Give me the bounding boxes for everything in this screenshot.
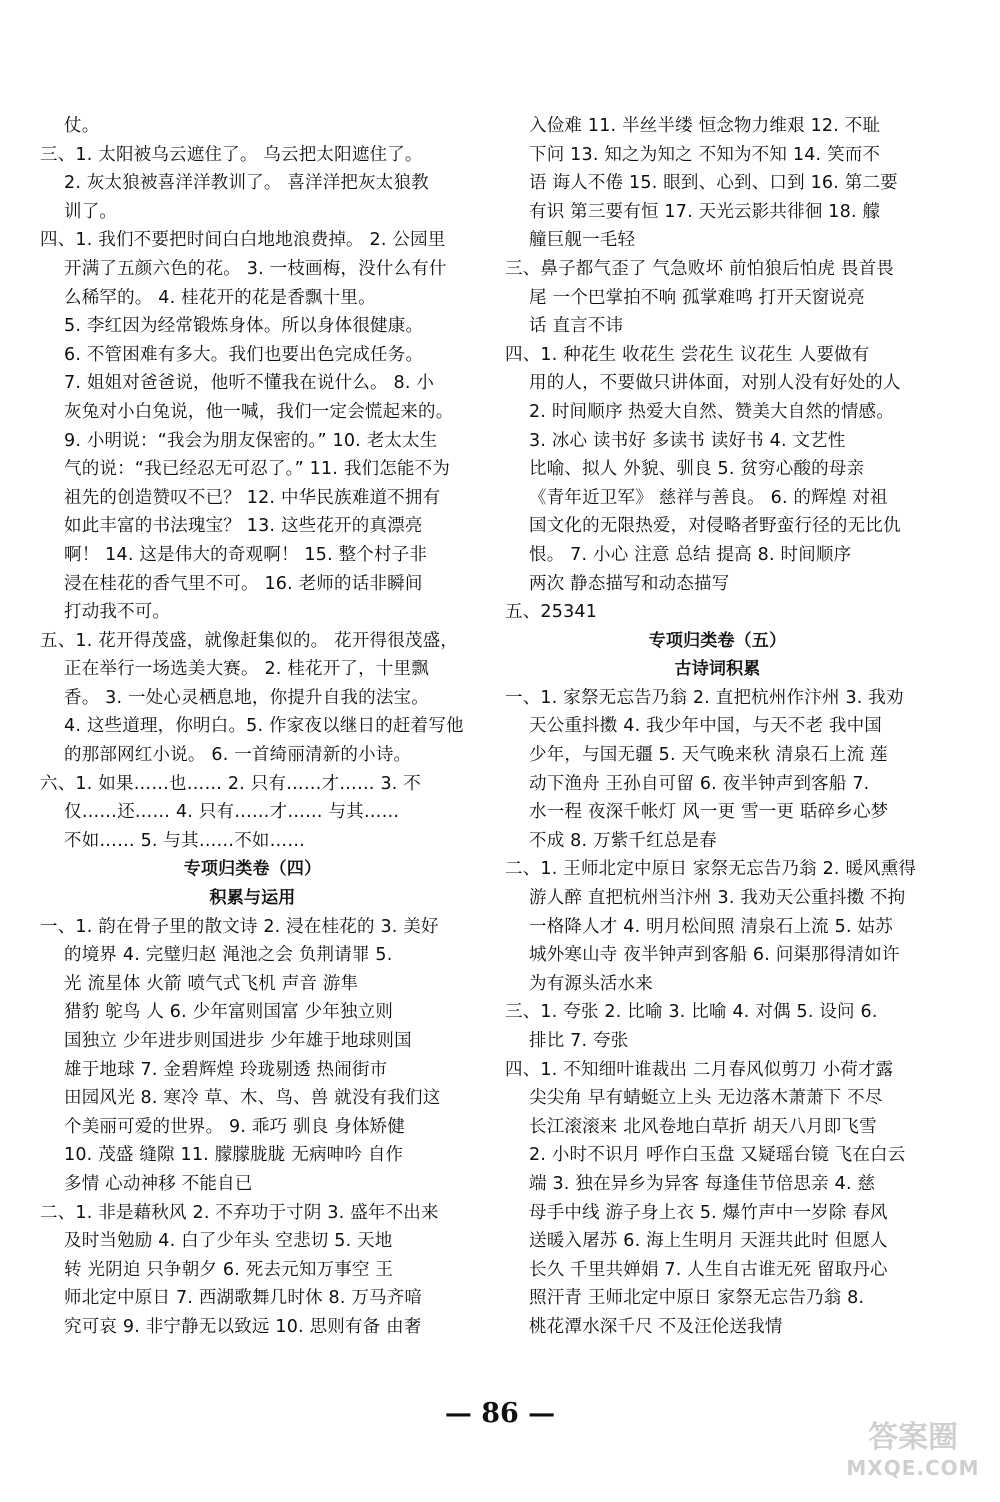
- text-line: 城外寒山寺 夜半钟声到客船 6. 问渠那得清如许: [529, 945, 900, 966]
- watermark-logo: [838, 1412, 988, 1492]
- text-line: 猎豹 鸵鸟 人 6. 少年富则国富 少年独立则: [64, 1002, 394, 1023]
- watermark-url: MXQE.COM: [846, 1456, 980, 1480]
- text-line: 4. 这些道理，你明白。5. 作家夜以继日的赶着写他: [64, 716, 464, 737]
- text-line: 《青年近卫军》 慈祥与善良。 6. 的辉煌 对祖: [529, 487, 888, 508]
- right-column: [505, 112, 930, 1342]
- text-line: 师北定中原日 7. 西湖歌舞几时休 8. 万马齐喑: [64, 1288, 423, 1309]
- text-line: 光 流星体 火箭 喷气式飞机 声音 游隼: [64, 973, 359, 994]
- text-line: 长江滚滚来 北风卷地白草折 胡天八月即飞雪: [529, 1116, 877, 1137]
- text-line: 田园风光 8. 寒冷 草、木、鸟、兽 就没有我们这: [64, 1088, 441, 1109]
- text-line: 六、1. 如果……也…… 2. 只有……才…… 3. 不: [40, 773, 422, 794]
- text-line: 5. 李红因为经常锻炼身体。所以身体很健康。: [64, 316, 424, 337]
- text-line: 桃花潭水深千尺 不及汪伦送我情: [529, 1316, 783, 1337]
- text-line: 送暖入屠苏 6. 海上生明月 天涯共此时 但愿人: [529, 1231, 888, 1252]
- text-line: 四、1. 种花生 收花生 尝花生 议花生 人要做有: [505, 344, 870, 365]
- section-heading: 专项归类卷（四）: [183, 859, 322, 880]
- text-line: 气的说：“我已经忍无可忍了。” 11. 我们怎能不为: [64, 459, 451, 480]
- text-line: 游人醉 直把杭州当汴州 3. 我劝天公重抖擞 不拘: [529, 888, 906, 909]
- left-column: [40, 112, 465, 1342]
- section-heading: 积累与运用: [209, 888, 296, 909]
- text-line: 五、25341: [505, 602, 598, 623]
- text-line: 用的人，不要做只讲体面，对别人没有好处的人: [529, 373, 901, 394]
- text-line: 香。 3. 一处心灵栖息地，你提升自我的法宝。: [64, 687, 429, 708]
- text-line: 6. 不管困难有多大。我们也要出色完成任务。: [64, 344, 424, 365]
- text-line: 端 3. 独在异乡为异客 每逢佳节倍思亲 4. 慈: [529, 1173, 876, 1194]
- text-line: 么稀罕的。 4. 桂花开的花是香飘十里。: [64, 287, 376, 308]
- text-line: 照汗青 王师北定中原日 家祭无忘告乃翁 8.: [529, 1288, 865, 1309]
- text-line: 祖先的创造赞叹不已？ 12. 中华民族难道不拥有: [64, 487, 441, 508]
- text-line: 7. 姐姐对爸爸说，他听不懂我在说什么。 8. 小: [64, 373, 435, 394]
- text-line: 2. 小时不识月 呼作白玉盘 又疑瑶台镜 飞在白云: [529, 1145, 906, 1166]
- text-line: 话 直言不讳: [529, 316, 624, 337]
- text-line: 仗。: [64, 116, 100, 136]
- watermark-text: 答案圈: [868, 1420, 958, 1455]
- text-line: 下问 13. 知之为知之 不知为不知 14. 笑而不: [529, 144, 881, 165]
- text-line: 四、1. 我们不要把时间白白地地浪费掉。 2. 公园里: [40, 230, 446, 251]
- text-line: 2. 时间顺序 热爱大自然、赞美大自然的情感。: [529, 401, 894, 422]
- text-line: 开满了五颜六色的花。 3. 一枝画梅，没什么有什: [64, 258, 447, 279]
- text-line: 仅……还…… 4. 只有……才…… 与其……: [64, 802, 400, 823]
- text-line: 恨。 7. 小心 注意 总结 提高 8. 时间顺序: [529, 544, 852, 565]
- text-line: 语 诲人不倦 15. 眼到、心到、口到 16. 第二要: [529, 173, 898, 194]
- text-line: 究可哀 9. 非宁静无以致远 10. 思则有备 由奢: [64, 1316, 422, 1337]
- text-line: 四、1. 不知细叶谁裁出 二月春风似剪刀 小荷才露: [505, 1059, 894, 1080]
- text-line: 转 光阴迫 只争朝夕 6. 死去元知万事空 王: [64, 1259, 394, 1280]
- text-line: 入俭难 11. 半丝半缕 恒念物力维艰 12. 不耻: [529, 116, 881, 136]
- text-line: 如此丰富的书法瑰宝？ 13. 这些花开的真漂亮: [64, 516, 423, 537]
- text-line: 不成 8. 万紫千红总是春: [529, 830, 717, 851]
- text-line: 浸在桂花的香气里不可。 16. 老师的话非瞬间: [64, 573, 423, 594]
- text-line: 训了。: [64, 201, 118, 222]
- text-line: 为有源头活水来: [529, 973, 653, 994]
- text-line: 尖尖角 早有蜻蜓立上头 无边落木萧萧下 不尽: [529, 1088, 883, 1109]
- text-line: 比喻、拟人 外貌、驯良 5. 贫穷心酸的母亲: [529, 459, 865, 480]
- text-line: 正在举行一场选美大赛。 2. 桂花开了，十里飘: [64, 659, 429, 680]
- text-line: 排比 7. 夸张: [529, 1031, 629, 1051]
- text-line: 母手中线 游子身上衣 5. 爆竹声中一岁除 春风: [529, 1202, 888, 1223]
- text-line: 9. 小明说：“我会为朋友保密的。” 10. 老太太生: [64, 430, 438, 451]
- text-line: 艟巨舰一毛轻: [529, 230, 636, 251]
- text-line: 国文化的无限热爱，对侵略者野蛮行径的无比仇: [529, 516, 901, 537]
- text-line: 动下渔舟 王孙自可留 6. 夜半钟声到客船 7.: [529, 773, 870, 794]
- text-line: 二、1. 王师北定中原日 家祭无忘告乃翁 2. 暖风熏得: [505, 859, 917, 880]
- text-line: 一、1. 韵在骨子里的散文诗 2. 浸在桂花的 3. 美好: [40, 916, 439, 937]
- text-line: 三、1. 太阳被乌云遮住了。 乌云把太阳遮住了。: [40, 144, 423, 165]
- text-line: 3. 冰心 读书好 多读书 读好书 4. 文艺性: [529, 430, 846, 451]
- text-line: 雄于地球 7. 金碧辉煌 玲珑剔透 热闹街市: [64, 1059, 388, 1080]
- text-line: 水一程 夜深千帐灯 风一更 雪一更 聒碎乡心梦: [529, 802, 889, 823]
- text-line: 国独立 少年进步则国进步 少年雄于地球则国: [64, 1031, 412, 1051]
- text-line: 少年，与国无疆 5. 天气晚来秋 清泉石上流 莲: [529, 745, 888, 766]
- text-line: 啊！ 14. 这是伟大的奇观啊！ 15. 整个村子非: [64, 544, 428, 565]
- text-line: 两次 静态描写和动态描写: [529, 573, 730, 594]
- text-line: 的境界 4. 完璧归赵 渑池之会 负荆请罪 5.: [64, 945, 393, 966]
- text-line: 10. 茂盛 缝隙 11. 朦朦胧胧 无病呻吟 自作: [64, 1145, 404, 1166]
- text-line: 一、1. 家祭无忘告乃翁 2. 直把杭州作汴州 3. 我劝: [505, 687, 904, 708]
- text-line: 及时当勉励 4. 白了少年头 空悲切 5. 天地: [64, 1231, 393, 1252]
- text-line: 灰兔对小白兔说，他一喊，我们一定会慌起来的。: [64, 401, 454, 422]
- text-line: 二、1. 非是藉秋风 2. 不弃功于寸阴 3. 盛年不出来: [40, 1202, 439, 1223]
- text-line: 不如…… 5. 与其……不如……: [64, 830, 306, 851]
- text-line: 天公重抖擞 4. 我少年中国，与天不老 我中国: [529, 716, 882, 737]
- text-line: 长久 千里共婵娟 7. 人生自古谁无死 留取丹心: [529, 1259, 888, 1280]
- text-line: 一格降人才 4. 明月松间照 清泉石上流 5. 姑苏: [529, 916, 893, 937]
- text-line: 三、1. 夸张 2. 比喻 3. 比喻 4. 对偶 5. 设问 6.: [505, 1002, 878, 1023]
- text-line: 五、1. 花开得茂盛，就像赶集似的。 花开得很茂盛，: [40, 630, 459, 651]
- text-line: 2. 灰太狼被喜洋洋教训了。 喜洋洋把灰太狼教: [64, 173, 429, 194]
- text-line: 有识 第三要有恒 17. 天光云影共徘徊 18. 艨: [529, 201, 881, 222]
- text-line: 多情 心动神移 不能自已: [64, 1173, 253, 1194]
- text-line: 的那部网红小说。 6. 一首绮丽清新的小诗。: [64, 745, 412, 766]
- text-line: 个美丽可爱的世界。 9. 乖巧 驯良 身体矫健: [64, 1116, 406, 1137]
- text-line: 打动我不可。: [64, 602, 171, 623]
- text-line: 尾 一个巴掌拍不响 孤掌难鸣 打开天窗说亮: [529, 287, 865, 308]
- text-line: 三、鼻子都气歪了 气急败坏 前怕狼后怕虎 畏首畏: [505, 258, 894, 279]
- section-heading: 专项归类卷（五）: [648, 630, 787, 651]
- page-number: — 86 —: [444, 1398, 556, 1429]
- section-heading: 古诗词积累: [674, 659, 761, 680]
